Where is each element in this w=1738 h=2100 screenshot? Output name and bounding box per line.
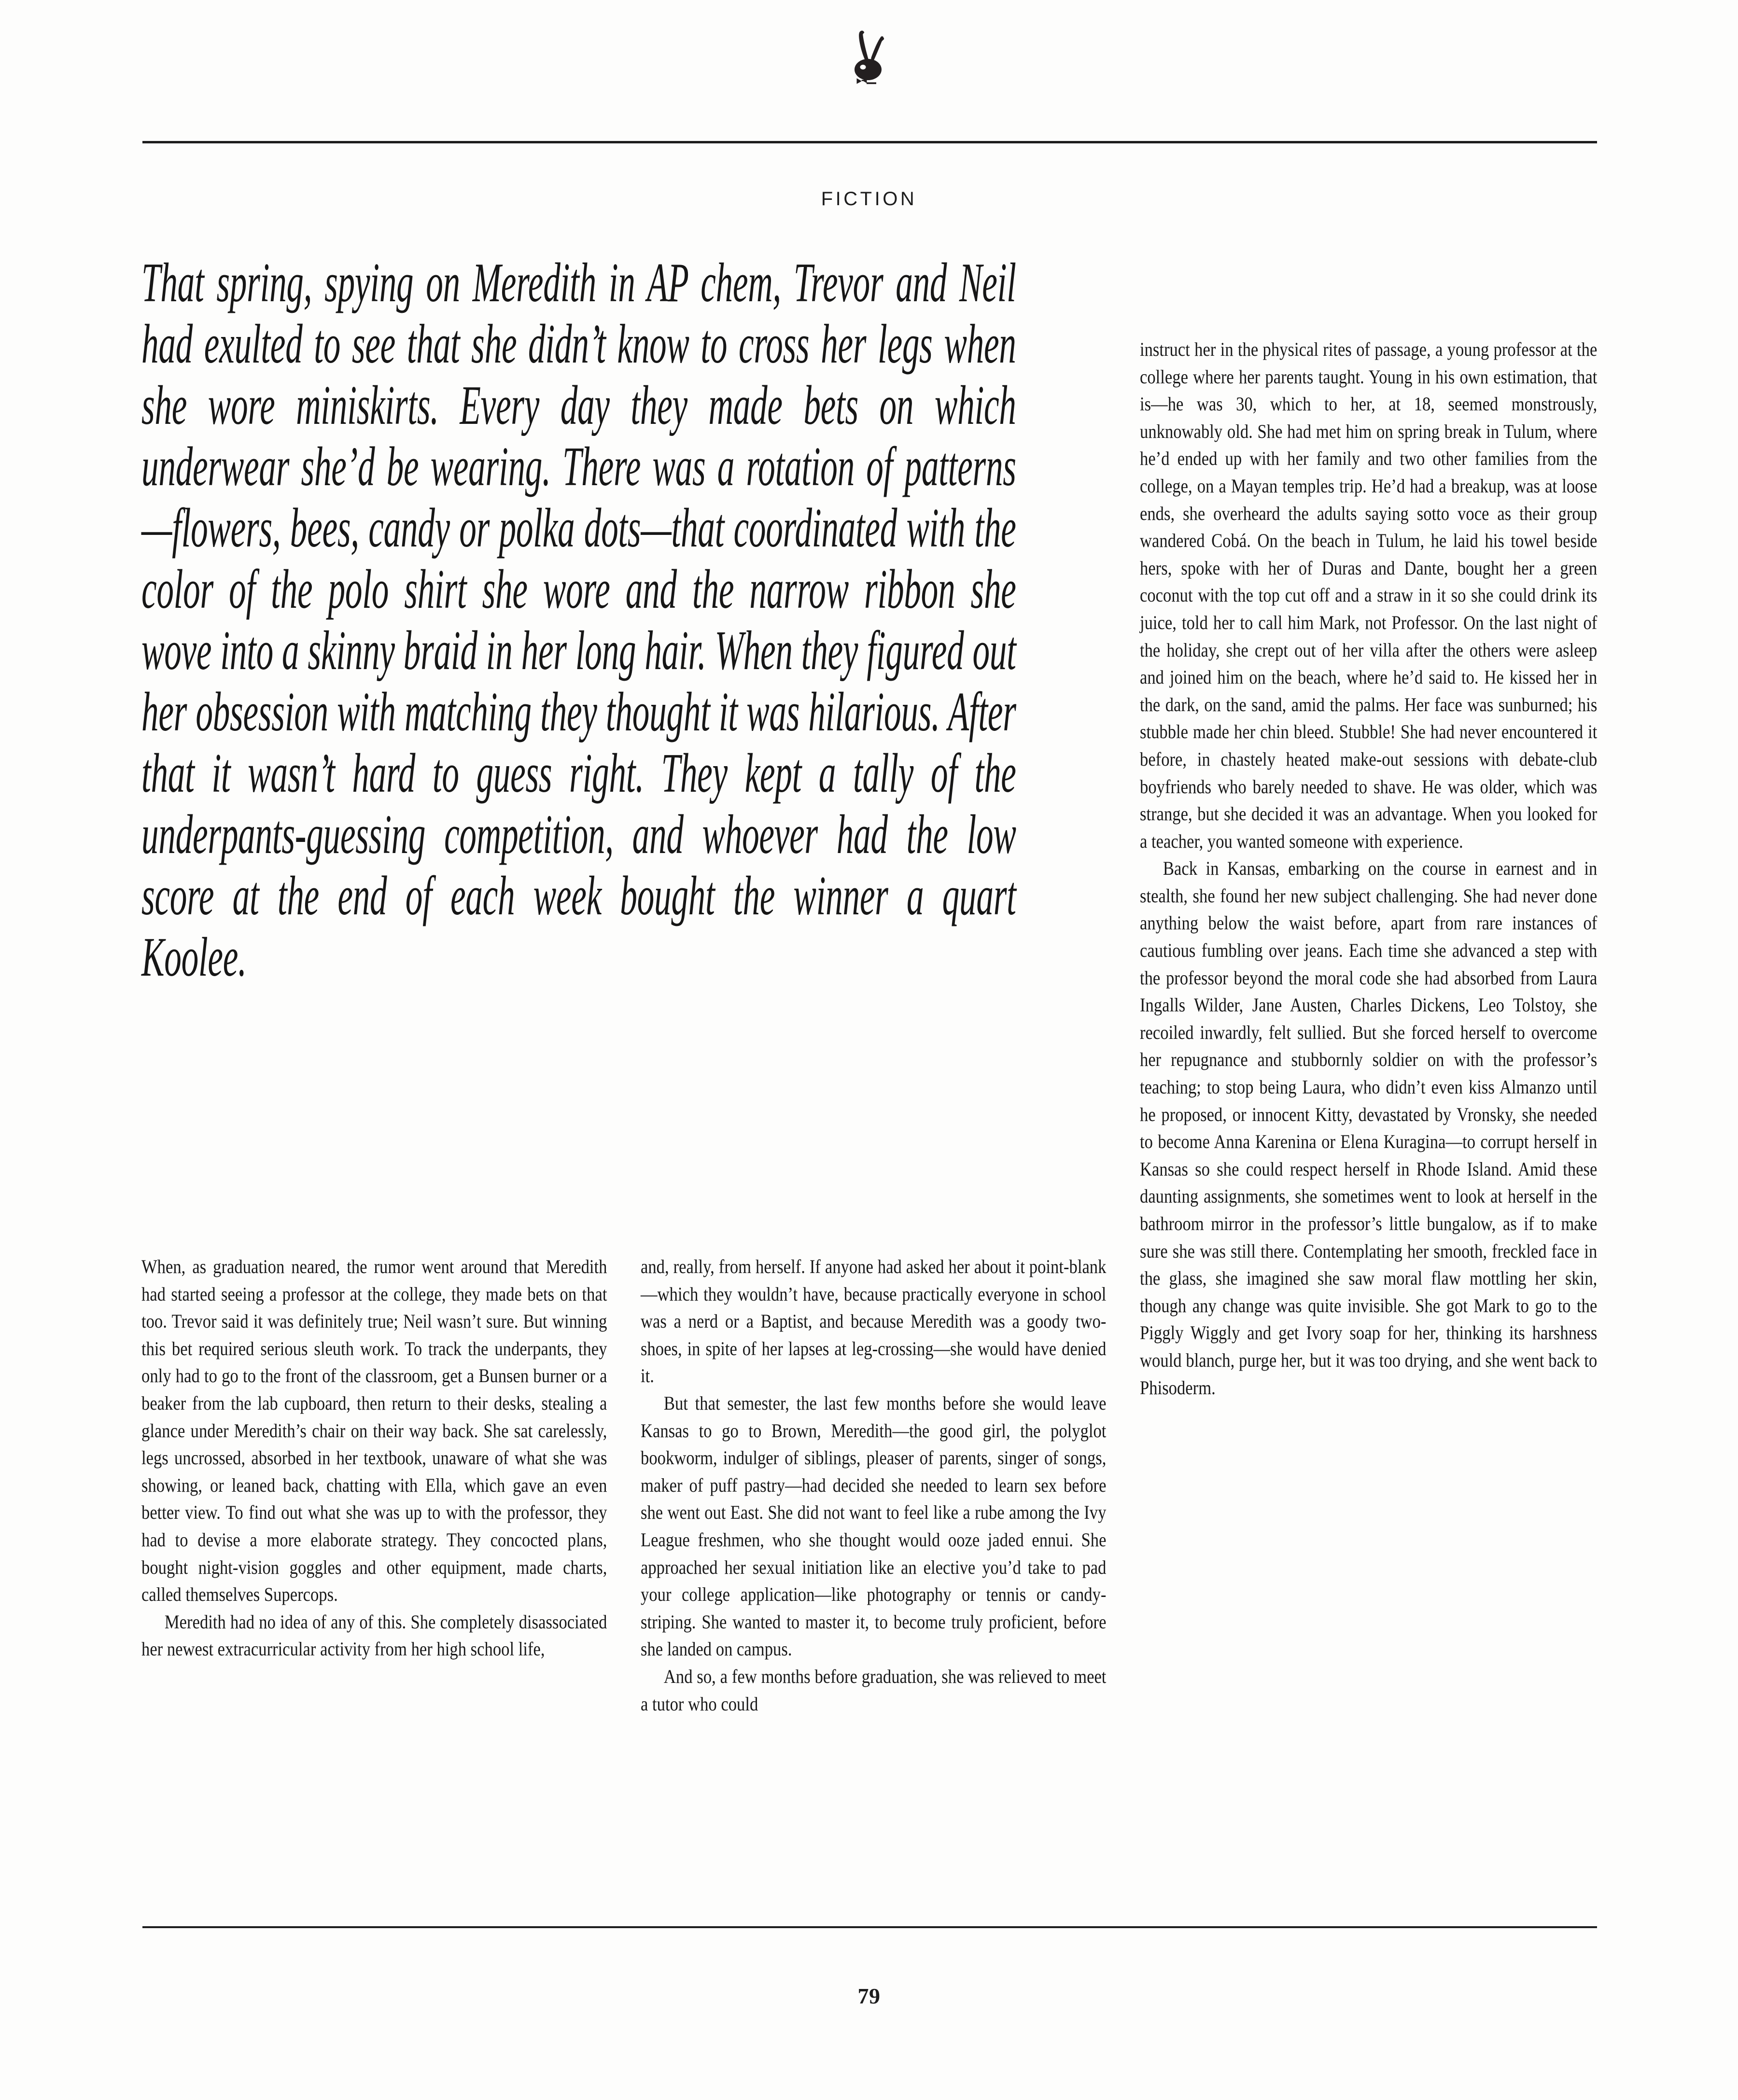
body-column-1 [141,1253,607,1663]
paragraph: And so, a few months before graduation, she was relieved to meet a tutor who could [641,1665,1107,1715]
paragraph: instruct her in the physical rites of passage, a young professor at the college where her parents taught. Young in his own estimation, that is—he was 30, which to her, at 18, seemed monstrously, unknowably old. She had met him on spring break in Tulum, where he’d ended up with her family and two other families from the college, on a Mayan temples trip. He’d had a breakup, was at loose ends, she overheard the adults saying sotto voce as their group wandered Cobá. On the beach in Tulum, he laid his towel beside hers, spoke with her of Duras and Dante, bought her a green coconut with the top cut off and a straw in it so she could drink its juice, told her to call him Mark, not Professor. On the last night of the holiday, she crept out of her villa after the others were asleep and joined him on the beach, where he’d said to. He kissed her in the dark, on the sand, amid the palms. Her face was sunburned; his stubble made her chin bleed. Stubble! She had never encountered it before, in chastely heated make-out sessions with debate-club boyfriends who barely needed to shave. He was older, which was strange, but she decided it was an advantage. When you looked for a teacher, you wanted someone with experience. [1140,338,1598,852]
footer-rule [142,1926,1597,1928]
paragraph: and, really, from herself. If anyone had asked her about it point-blank—which they wouldn’t have, because practically everyone in school was a nerd or a Baptist, and because Meredith was a goody two-shoes, in spite of her lapses at leg-crossing—she would have denied it. [641,1256,1107,1387]
article-deck: That spring, spying on Meredith in AP chem, Trevor and Neil had exulted to see that she didn’t know to cross her legs when she wore miniskirts. Every day they made bets on which underwear she’d be wearing. There was a rotation of patterns—flowers, bees, candy or polka dots—that coordinated with the color of the polo shirt she wore and the narrow ribbon she wove into a skinny braid in her long hair. When they figured out her obsession with matching they thought it was hilarious. After that it wasn’t hard to guess right. They kept a tally of the underpants-guessing competition, and whoever had the low score at the end of each week bought the winner a quart Koolee. [141,252,1016,988]
paragraph: But that semester, the last few months before she would leave Kansas to go to Brown, Meredith—the good girl, the polyglot bookworm, indulger of siblings, pleaser of parents, singer of songs, maker of puff pastry—had decided she needed to learn sex before she went out East. She did not want to feel like a rube among the Ivy League freshmen, who she thought would ooze jaded ennui. She approached her sexual initiation like an elective you’d take to pad your college application—like photography or tennis or candy-striping. She wanted to master it, to become truly proficient, before she landed on campus. [641,1392,1107,1660]
paragraph: When, as graduation neared, the rumor went around that Meredith had started seeing a professor at the college, they made bets on that too. Trevor said it was definitely true; Neil wasn’t sure. But winning this bet required serious sleuth work. To track the underpants, they only had to go to the front of the classroom, get a Bunsen burner or a beaker from the lab cupboard, then return to their desks, stealing a glance under Meredith’s chair on their way back. She sat carelessly, legs uncrossed, absorbed in her textbook, unaware of what she was showing, or leaned back, chatting with Ella, which gave an even better view. To find out what she was up to with the professor, they had to devise a more elaborate strategy. They concocted plans, bought night-vision goggles and other equipment, made charts, called themselves Supercops. [141,1256,607,1606]
body-column-2 [641,1253,1106,1718]
paragraph: Back in Kansas, embarking on the course in earnest and in stealth, she found her new subject challenging. She had never done anything below the waist before, apart from rare instances of cautious fumbling over jeans. Each time she advanced a step with the professor beyond the moral code she had absorbed from Laura Ingalls Wilder, Jane Austen, Charles Dickens, Leo Tolstoy, she recoiled inwardly, felt sullied. But she forced herself to overcome her repugnance and stubbornly soldier on with the professor’s teaching; to stop being Laura, who didn’t even kiss Almanzo until he proposed, or innocent Kitty, devastated by Vronsky, she needed to become Anna Karenina or Elena Kuragina—to corrupt herself in Kansas so she could respect herself in Rhode Island. Amid these daunting assignments, she sometimes went to look at herself in the bathroom mirror in the professor’s little bungalow, as if to make sure she was still there. Contemplating her smooth, freckled face in the glass, she imagined she saw moral flaw mottling her skin, though any change was quite invisible. She got Mark to go to the Piggly Wiggly and get Ivory soap for her, thinking its harshness would blanch, purge her, but it was too drying, and she went back to Phisoderm. [1140,857,1598,1399]
page-number: 79 [857,1984,881,2008]
section-kicker: FICTION [821,188,917,210]
body-column-3 [1140,336,1597,1401]
paragraph: Meredith had no idea of any of this. She completely disassociated her newest extracurricular activity from her high school life, [141,1610,607,1660]
header-rule [142,141,1597,143]
playboy-bunny-logo-icon [840,30,898,94]
masthead [0,30,1738,93]
